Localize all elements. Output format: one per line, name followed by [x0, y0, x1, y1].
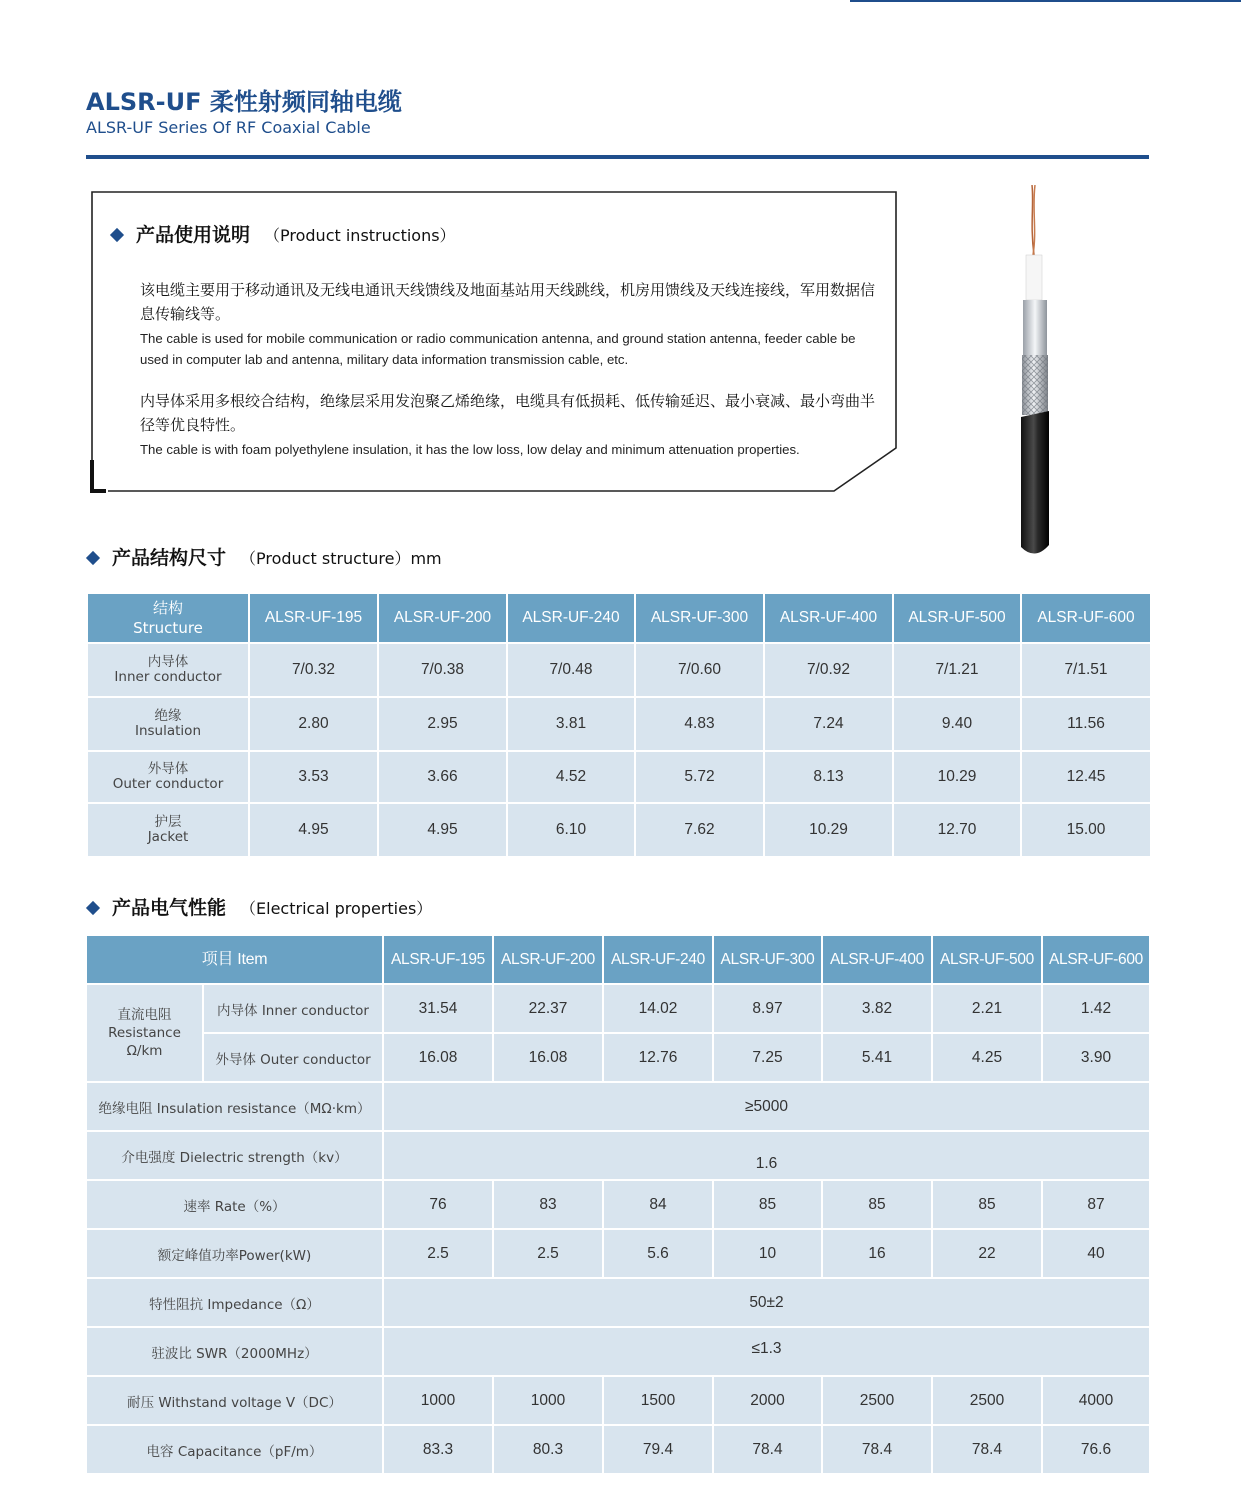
table-cell: 78.4	[932, 1425, 1042, 1474]
resistance-en: Resistance	[108, 1025, 181, 1041]
row-label: 额定峰值功率Power(kW)	[86, 1229, 383, 1278]
model-header: ALSR-UF-300	[713, 935, 822, 984]
table-cell: 3.66	[378, 751, 507, 803]
table-row	[87, 803, 1151, 857]
model-header: ALSR-UF-600	[1021, 593, 1151, 643]
table-cell: 4.25	[932, 1033, 1042, 1082]
item-header: 项目 Item	[86, 935, 383, 984]
table-cell: 80.3	[493, 1425, 603, 1474]
row-label	[87, 751, 249, 803]
table-cell: 2.21	[932, 984, 1042, 1033]
electrical-heading	[88, 893, 432, 920]
row-label: 特性阻抗 Impedance（Ω）	[86, 1278, 383, 1327]
table-cell: 4000	[1042, 1376, 1150, 1425]
table-cell: 10.29	[893, 751, 1021, 803]
row-label: 外导体 Outer conductor	[203, 1033, 383, 1082]
structure-heading-en: （Product structure）mm	[240, 549, 442, 568]
diamond-bullet-icon	[86, 550, 100, 564]
instructions-box	[90, 190, 898, 493]
row-label-en: Outer conductor	[112, 776, 224, 792]
table-cell: 78.4	[822, 1425, 932, 1474]
table-cell: 22.37	[493, 984, 603, 1033]
coaxial-cable-image	[1010, 185, 1060, 557]
model-header: ALSR-UF-195	[249, 593, 378, 643]
table-cell: 7/1.51	[1021, 643, 1151, 697]
table-row	[86, 984, 1150, 1033]
diamond-bullet-icon	[86, 900, 100, 914]
table-cell: 4.52	[507, 751, 635, 803]
row-label-en: Jacket	[147, 829, 189, 845]
table-cell: 2500	[822, 1376, 932, 1425]
row-label: 耐压 Withstand voltage V（DC）	[86, 1376, 383, 1425]
table-cell: 7.25	[713, 1033, 822, 1082]
model-header: ALSR-UF-400	[764, 593, 893, 643]
table-cell: 4.95	[249, 803, 378, 857]
model-header: ALSR-UF-500	[893, 593, 1021, 643]
page-title: ALSR-UF 柔性射频同轴电缆	[86, 88, 402, 116]
model-header: ALSR-UF-400	[822, 935, 932, 984]
table-row	[87, 643, 1151, 697]
table-cell: 4.95	[378, 803, 507, 857]
table-row	[86, 1082, 1150, 1131]
table-cell: 11.56	[1021, 697, 1151, 751]
table-cell: 6.10	[507, 803, 635, 857]
table-cell: 1.42	[1042, 984, 1150, 1033]
table-cell: 1000	[383, 1376, 493, 1425]
table-cell: 50±2	[383, 1278, 1150, 1327]
row-label-zh: 内导体	[147, 654, 189, 670]
resistance-zh: 直流电阻	[117, 1007, 172, 1023]
table-cell: 10	[713, 1229, 822, 1278]
table-cell: 7.24	[764, 697, 893, 751]
model-header: ALSR-UF-200	[378, 593, 507, 643]
model-header: ALSR-UF-195	[383, 935, 493, 984]
table-cell: 8.13	[764, 751, 893, 803]
electrical-heading-en: （Electrical properties）	[240, 899, 433, 918]
table-cell: 12.76	[603, 1033, 713, 1082]
table-cell: 7/1.21	[893, 643, 1021, 697]
electrical-table	[85, 934, 1151, 1475]
table-row	[87, 697, 1151, 751]
table-cell: 40	[1042, 1229, 1150, 1278]
table-cell: 76	[383, 1180, 493, 1229]
table-cell: 31.54	[383, 984, 493, 1033]
table-cell: 2.5	[493, 1229, 603, 1278]
table-row	[86, 1180, 1150, 1229]
table-row	[86, 1376, 1150, 1425]
table-cell: 3.82	[822, 984, 932, 1033]
table-cell: ≥5000	[383, 1082, 1150, 1131]
model-header: ALSR-UF-240	[507, 593, 635, 643]
table-row	[86, 1327, 1150, 1376]
table-cell: 85	[932, 1180, 1042, 1229]
structure-header-en: Structure	[133, 619, 203, 637]
table-cell: 7/0.38	[378, 643, 507, 697]
row-label: 速率 Rate（%）	[86, 1180, 383, 1229]
table-cell: 2.5	[383, 1229, 493, 1278]
table-cell: 4.83	[635, 697, 764, 751]
table-cell: 1000	[493, 1376, 603, 1425]
structure-heading	[88, 543, 442, 570]
table-cell: 15.00	[1021, 803, 1151, 857]
para1-zh: 该电缆主要用于移动通讯及无线电通讯天线馈线及地面基站用天线跳线，机房用馈线及天线连接线，军用数据信息传输线等。	[140, 281, 876, 323]
table-cell: 5.6	[603, 1229, 713, 1278]
table-cell: 78.4	[713, 1425, 822, 1474]
row-label	[87, 803, 249, 857]
table-cell: 7/0.48	[507, 643, 635, 697]
table-cell: 85	[713, 1180, 822, 1229]
row-label-zh: 外导体	[147, 761, 189, 777]
table-cell: 5.72	[635, 751, 764, 803]
table-cell: 8.97	[713, 984, 822, 1033]
model-header: ALSR-UF-240	[603, 935, 713, 984]
resistance-unit: Ω/km	[126, 1043, 163, 1059]
model-header: ALSR-UF-500	[932, 935, 1042, 984]
table-row	[87, 751, 1151, 803]
table-row	[86, 1033, 1150, 1082]
electrical-header-row	[86, 935, 1150, 984]
para2-en: The cable is with foam polyethylene insulation, it has the low loss, low delay and minimum attenuation properties.	[140, 442, 800, 457]
row-label-zh: 护层	[154, 814, 182, 830]
diamond-bullet-icon	[110, 227, 124, 241]
table-cell: 83.3	[383, 1425, 493, 1474]
para1-en: The cable is used for mobile communication or radio communication antenna, and ground station antenna, feeder cable be used in computer lab and antenna, military data information transmission cable, etc.	[140, 331, 856, 367]
table-cell: 1.6	[383, 1131, 1150, 1180]
top-accent-line	[850, 0, 1241, 2]
table-cell: 2.80	[249, 697, 378, 751]
table-cell: 7/0.92	[764, 643, 893, 697]
structure-header-row	[87, 593, 1151, 643]
row-label: 驻波比 SWR（2000MHz）	[86, 1327, 383, 1376]
table-cell: 10.29	[764, 803, 893, 857]
row-label: 电容 Capacitance（pF/m）	[86, 1425, 383, 1474]
table-cell: 9.40	[893, 697, 1021, 751]
table-cell: 84	[603, 1180, 713, 1229]
table-cell: 14.02	[603, 984, 713, 1033]
table-cell: 1500	[603, 1376, 713, 1425]
table-cell: 2.95	[378, 697, 507, 751]
row-label	[87, 643, 249, 697]
table-cell: 3.81	[507, 697, 635, 751]
row-label	[87, 697, 249, 751]
row-label: 内导体 Inner conductor	[203, 984, 383, 1033]
table-cell: 16	[822, 1229, 932, 1278]
electrical-heading-zh: 产品电气性能	[112, 897, 227, 919]
title-divider	[86, 155, 1149, 159]
table-row	[86, 1425, 1150, 1474]
instructions-paragraph-2	[140, 389, 875, 460]
instructions-heading-en: （Product instructions）	[264, 226, 456, 245]
para2-zh: 内导体采用多根绞合结构，绝缘层采用发泡聚乙烯绝缘，电缆具有低损耗、低传输延迟、最小衰减、最小弯曲半径等优良特性。	[140, 392, 876, 434]
table-cell: 3.53	[249, 751, 378, 803]
table-cell: 16.08	[493, 1033, 603, 1082]
row-label: 绝缘电阻 Insulation resistance（MΩ·km）	[86, 1082, 383, 1131]
table-cell: 16.08	[383, 1033, 493, 1082]
table-cell: 7/0.60	[635, 643, 764, 697]
model-header: ALSR-UF-600	[1042, 935, 1150, 984]
table-cell: 12.45	[1021, 751, 1151, 803]
table-cell: 2500	[932, 1376, 1042, 1425]
table-cell: 83	[493, 1180, 603, 1229]
row-label-en: Insulation	[134, 723, 201, 739]
table-cell: 5.41	[822, 1033, 932, 1082]
table-cell: 79.4	[603, 1425, 713, 1474]
structure-heading-zh: 产品结构尺寸	[112, 547, 227, 569]
table-cell: 2000	[713, 1376, 822, 1425]
table-cell: 7/0.32	[249, 643, 378, 697]
model-header: ALSR-UF-300	[635, 593, 764, 643]
row-label-en: Inner conductor	[114, 669, 222, 685]
table-cell: 3.90	[1042, 1033, 1150, 1082]
resistance-group-label	[86, 984, 203, 1082]
instructions-heading	[112, 220, 456, 247]
table-row	[86, 1278, 1150, 1327]
table-cell: 87	[1042, 1180, 1150, 1229]
table-cell: 7.62	[635, 803, 764, 857]
table-row	[86, 1229, 1150, 1278]
structure-header-zh: 结构	[152, 599, 183, 617]
page-subtitle: ALSR-UF Series Of RF Coaxial Cable	[86, 118, 371, 137]
table-cell: 22	[932, 1229, 1042, 1278]
row-label-zh: 绝缘	[154, 708, 182, 724]
row-label: 介电强度 Dielectric strength（kv）	[86, 1131, 383, 1180]
table-cell: 85	[822, 1180, 932, 1229]
instructions-paragraph-1	[140, 278, 875, 370]
model-header: ALSR-UF-200	[493, 935, 603, 984]
structure-table	[86, 592, 1152, 858]
table-cell: ≤1.3	[383, 1327, 1150, 1376]
table-cell: 12.70	[893, 803, 1021, 857]
structure-header-label	[87, 593, 249, 643]
table-row	[86, 1131, 1150, 1180]
table-cell: 76.6	[1042, 1425, 1150, 1474]
instructions-heading-zh: 产品使用说明	[136, 224, 251, 246]
